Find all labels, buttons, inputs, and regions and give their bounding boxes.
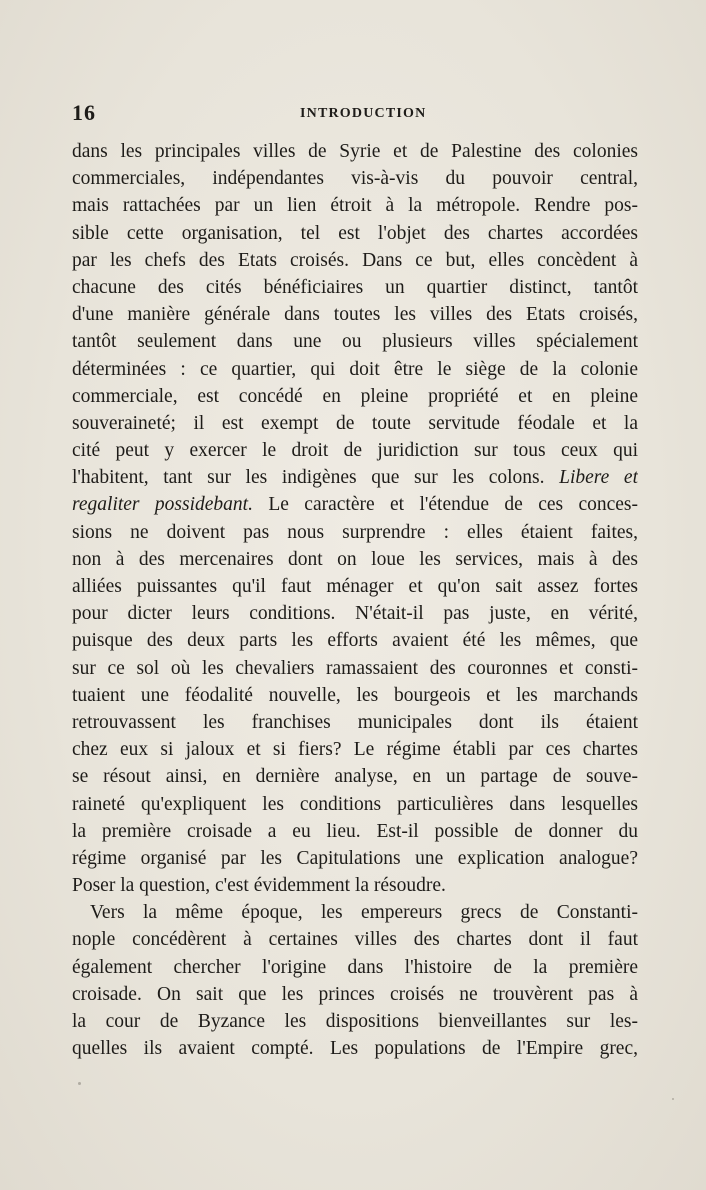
text-line: la première croisade a eu lieu. Est-il possible de donner du [72, 820, 638, 842]
paper-speck [672, 1098, 674, 1100]
latin-quote: Libere et [559, 467, 638, 489]
text-line: alliées puissantes qu'il faut ménager et qu'on sait assez fortes [72, 576, 638, 597]
text-line: souveraineté; il est exempt de toute servitude féodale et la [72, 412, 638, 434]
text-line: tuaient une féodalité nouvelle, les bourgeois et les marchands [72, 684, 638, 706]
text-line: puisque des deux parts les efforts avaient été les mêmes, que [72, 630, 638, 652]
text-line: également chercher l'origine dans l'histoire de la première [72, 956, 638, 978]
text-line: tantôt seulement dans une ou plusieurs villes spécialement [72, 331, 638, 353]
text-line: non à des mercenaires dont on loue les services, mais à des [72, 548, 638, 570]
text-line: raineté qu'expliquent les conditions particulières dans lesquelles [72, 793, 638, 815]
body-text [72, 138, 638, 1062]
text-line: chez eux si jaloux et si fiers? Le régime établi par ces chartes [72, 739, 638, 761]
text-line-mixed [72, 464, 638, 491]
text-line: par les chefs des Etats croisés. Dans ce but, elles concèdent à [72, 249, 638, 271]
text-line: Vers la même époque, les empereurs grecs de Constanti- [90, 902, 638, 924]
page-number: 16 [72, 100, 96, 125]
text-line: la cour de Byzance les dispositions bienveillantes sur les- [72, 1011, 638, 1032]
text-line: déterminées : ce quartier, qui doit être le siège de la colonie [72, 358, 638, 380]
text-line: quelles ils avaient compté. Les populations de l'Empire grec, [72, 1038, 638, 1060]
text-line: sible cette organisation, tel est l'objet des chartes accordées [72, 222, 638, 244]
text-line: chacune des cités bénéficiaires un quartier distinct, tantôt [72, 276, 638, 298]
text-line: commerciales, indépendantes vis-à-vis du pouvoir central, [72, 168, 638, 190]
text-segment: Le caractère et l'étendue de ces conces- [268, 494, 638, 516]
text-line: mais rattachées par un lien étroit à la métropole. Rendre pos- [72, 195, 638, 217]
running-head: INTRODUCTION [300, 106, 427, 121]
latin-quote: regaliter possidebant. [72, 494, 253, 516]
text-line: pour dicter leurs conditions. N'était-il pas juste, en vérité, [72, 603, 638, 625]
text-line: régime organisé par les Capitulations une explication analogue? [72, 847, 638, 869]
text-line: retrouvassent les franchises municipales dont ils étaient [72, 711, 638, 733]
text-line: sions ne doivent pas nous surprendre : elles étaient faites, [72, 521, 638, 543]
text-line: dans les principales villes de Syrie et de Palestine des colonies [72, 141, 638, 162]
text-line: nople concédèrent à certaines villes des chartes dont il faut [72, 929, 638, 951]
paper-speck [78, 1082, 81, 1085]
text-line: Poser la question, c'est évidemment la résoudre. [72, 875, 446, 897]
text-line: cité peut y exercer le droit de juridiction sur tous ceux qui [72, 440, 638, 462]
text-line: se résout ainsi, en dernière analyse, en un partage de souve- [72, 766, 638, 788]
text-line-mixed [72, 491, 638, 518]
text-line: sur ce sol où les chevaliers ramassaient des couronnes et consti- [72, 657, 638, 679]
text-segment: l'habitent, tant sur les indigènes que sur les colons. [72, 467, 545, 489]
text-line: d'une manière générale dans toutes les villes des Etats croisés, [72, 304, 638, 326]
text-line: croisade. On sait que les princes croisés ne trouvèrent pas à [72, 983, 638, 1005]
page-header [72, 100, 642, 126]
text-line: commerciale, est concédé en pleine propriété et en pleine [72, 385, 638, 407]
